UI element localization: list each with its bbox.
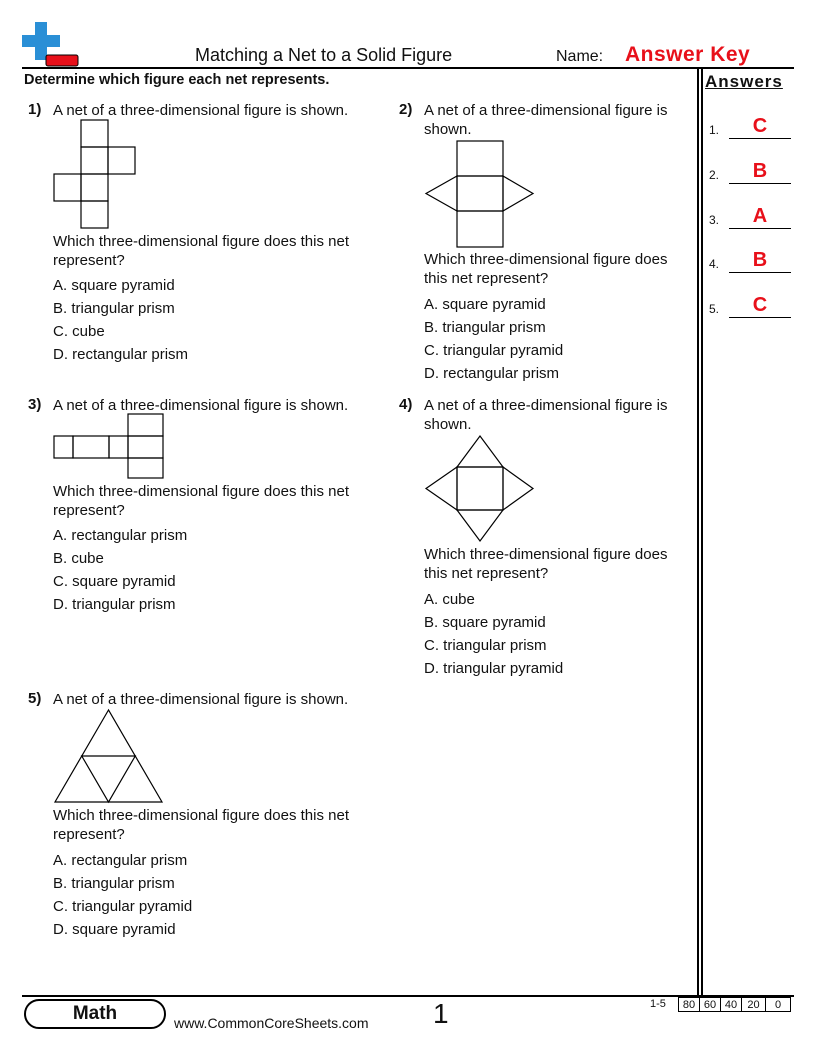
answer-option: C. cube bbox=[53, 323, 105, 340]
answer-value: B bbox=[752, 160, 768, 182]
question-prompt: shown. bbox=[424, 121, 472, 138]
answer-number: 2. bbox=[709, 168, 720, 182]
plus-minus-logo-icon bbox=[22, 22, 80, 68]
page-title: Matching a Net to a Solid Figure bbox=[195, 45, 453, 65]
site-url: www.CommonCoreSheets.com bbox=[174, 1015, 369, 1031]
score-box: 40 bbox=[720, 997, 742, 1012]
question-text-line: this net represent? bbox=[424, 270, 549, 287]
answer-row bbox=[709, 201, 793, 229]
answer-value: A bbox=[752, 205, 768, 227]
answer-number: 3. bbox=[709, 213, 720, 227]
answer-blank[interactable] bbox=[729, 272, 791, 273]
score-box: 0 bbox=[765, 997, 791, 1012]
question-text-line: Which three-dimensional figure does this net bbox=[53, 807, 349, 824]
answer-option: C. triangular pyramid bbox=[53, 898, 193, 915]
page-number: 1 bbox=[433, 998, 449, 1029]
answer-blank[interactable] bbox=[729, 228, 791, 229]
answer-option: D. triangular prism bbox=[53, 596, 176, 613]
subject-badge: Math bbox=[24, 999, 166, 1029]
triangular-prism-net-icon bbox=[426, 141, 534, 248]
answer-option: D. triangular pyramid bbox=[424, 660, 564, 677]
answer-row bbox=[709, 111, 793, 139]
cube-net-icon bbox=[54, 120, 136, 230]
question-prompt: A net of a three-dimensional figure is shown. bbox=[53, 397, 349, 414]
question-text-line: represent? bbox=[53, 826, 125, 843]
question-text-line: this net represent? bbox=[424, 565, 549, 582]
answer-option: B. triangular prism bbox=[424, 319, 546, 336]
score-box: 80 bbox=[678, 997, 700, 1012]
triangular-pyramid-net-icon bbox=[55, 710, 163, 803]
answer-blank[interactable] bbox=[729, 138, 791, 139]
question-prompt: A net of a three-dimensional figure is shown. bbox=[53, 102, 349, 119]
question-prompt: A net of a three-dimensional figure is bbox=[424, 102, 668, 119]
answer-option: A. rectangular prism bbox=[53, 852, 188, 869]
answer-option: D. rectangular prism bbox=[424, 365, 560, 382]
answer-value: C bbox=[752, 115, 768, 137]
question-text-line: Which three-dimensional figure does bbox=[424, 546, 668, 563]
score-box: 20 bbox=[741, 997, 766, 1012]
answer-option: C. triangular pyramid bbox=[424, 342, 564, 359]
answers-divider-outer bbox=[697, 67, 699, 995]
question-number: 3) bbox=[28, 396, 42, 413]
question-prompt: shown. bbox=[424, 416, 472, 433]
question-prompt: A net of a three-dimensional figure is bbox=[424, 397, 668, 414]
answer-row bbox=[709, 290, 793, 318]
answer-option: B. triangular prism bbox=[53, 875, 175, 892]
answers-heading: Answers bbox=[705, 72, 783, 91]
answer-option: A. square pyramid bbox=[53, 277, 175, 294]
question-prompt: A net of a three-dimensional figure is shown. bbox=[53, 691, 349, 708]
answer-number: 4. bbox=[709, 257, 720, 271]
score-box: 60 bbox=[699, 997, 721, 1012]
answer-blank[interactable] bbox=[729, 317, 791, 318]
question-text-line: Which three-dimensional figure does this net bbox=[53, 233, 349, 250]
answer-row bbox=[709, 156, 793, 184]
name-label: Name: bbox=[556, 48, 604, 65]
answer-option: B. cube bbox=[53, 550, 104, 567]
question-number: 2) bbox=[399, 101, 413, 118]
question-text-line: represent? bbox=[53, 502, 125, 519]
answer-option: A. cube bbox=[424, 591, 475, 608]
answer-option: C. square pyramid bbox=[53, 573, 176, 590]
answer-value: B bbox=[752, 249, 768, 271]
answer-option: B. square pyramid bbox=[424, 614, 546, 631]
answers-divider-inner bbox=[701, 67, 703, 995]
header-divider bbox=[22, 67, 794, 69]
answer-key-label: Answer Key bbox=[625, 43, 751, 66]
answer-row bbox=[709, 245, 793, 273]
score-range: 1-5 bbox=[650, 998, 666, 1010]
answer-blank[interactable] bbox=[729, 183, 791, 184]
answer-option: C. triangular prism bbox=[424, 637, 547, 654]
answer-option: A. square pyramid bbox=[424, 296, 546, 313]
question-text-line: represent? bbox=[53, 252, 125, 269]
answer-number: 1. bbox=[709, 123, 720, 137]
answer-option: B. triangular prism bbox=[53, 300, 175, 317]
square-pyramid-net-icon bbox=[426, 436, 534, 542]
question-text-line: Which three-dimensional figure does bbox=[424, 251, 668, 268]
question-number: 5) bbox=[28, 690, 42, 707]
answer-number: 5. bbox=[709, 302, 720, 316]
question-number: 4) bbox=[399, 396, 413, 413]
question-number: 1) bbox=[28, 101, 42, 118]
answer-option: D. rectangular prism bbox=[53, 346, 189, 363]
answer-value: C bbox=[752, 294, 768, 316]
rectangular-prism-net-icon bbox=[54, 414, 164, 480]
instructions: Determine which figure each net represents. bbox=[24, 72, 330, 88]
answer-option: A. rectangular prism bbox=[53, 527, 188, 544]
question-text-line: Which three-dimensional figure does this net bbox=[53, 483, 349, 500]
answer-option: D. square pyramid bbox=[53, 921, 176, 938]
